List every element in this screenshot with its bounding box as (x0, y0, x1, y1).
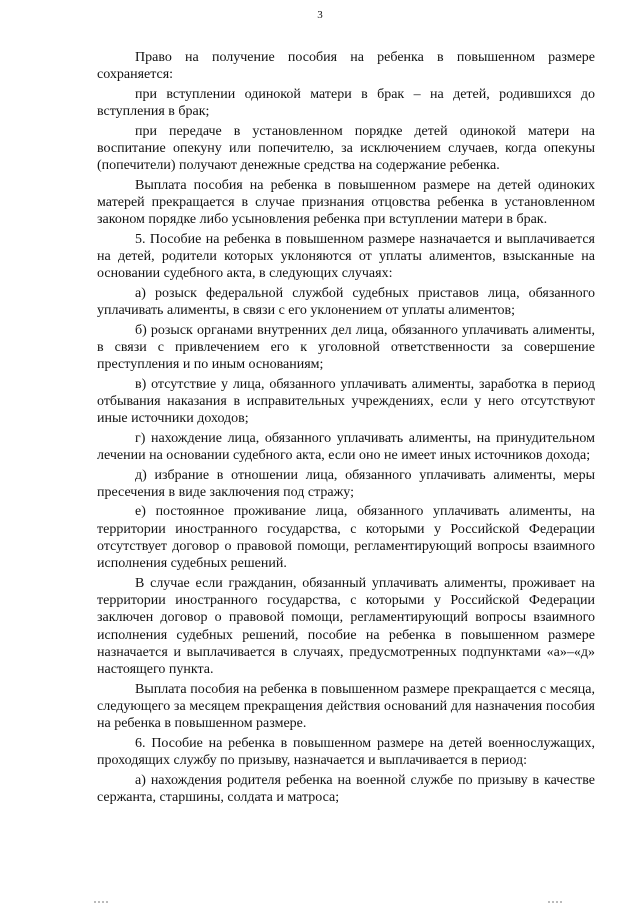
paragraph: в) отсутствие у лица, обязанного уплачивать алименты, заработка в период отбывания наказания в исправительных учреждениях, если у него отсутствуют иные источники доходов; (97, 376, 595, 427)
paragraph: Право на получение пособия на ребенка в повышенном размере сохраняется: (97, 50, 595, 83)
paragraph: е) постоянное проживание лица, обязанного уплачивать алименты, на территории иностранного государства, с которыми у Российской Федерации отсутствует договор о правовой помощи, регламентирующий вопросы взаимного исполнения судебных решений. (97, 504, 595, 572)
scan-artifact-mark (94, 901, 108, 903)
paragraph: г) нахождение лица, обязанного уплачивать алименты, на принудительном лечении на основании судебного акта, если оно не имеет иных источников дохода; (97, 430, 595, 464)
paragraph: б) розыск органами внутренних дел лица, обязанного уплачивать алименты, в связи с привлечением его к уголовной ответственности за совершение преступления и по иным основаниям; (97, 322, 595, 373)
paragraph: В случае если гражданин, обязанный уплачивать алименты, проживает на территории иностранного государства, с которыми у Российской Федерации заключен договор о правовой помощи, регламентирующий вопросы взаимного исполнения судебных решений, пособие на ребенка в повышенном размере назначается и выплачивается в случаях, предусмотренных подпунктами «а»–«д» настоящего пункта. (97, 575, 595, 678)
paragraph: д) избрание в отношении лица, обязанного уплачивать алименты, меры пресечения в виде заключения под стражу; (97, 467, 595, 500)
scan-artifact-mark (548, 901, 562, 903)
paragraph: при передаче в установленном порядке детей одинокой матери на воспитание опекуну или попечителю, за исключением случаев, когда опекуны (попечители) получают денежные средства на содержание ребенка. (97, 123, 595, 174)
page-number: 3 (317, 9, 323, 21)
paragraph: Выплата пособия на ребенка в повышенном размере прекращается с месяца, следующего за месяцем прекращения действия оснований для назначения пособия на ребенка в повышенном размере. (97, 681, 595, 732)
document-body (97, 49, 595, 808)
paragraph: Выплата пособия на ребенка в повышенном размере на детей одиноких матерей прекращается в случае признания отцовства ребенка в установленном законом порядке либо усыновления ребенка при вступлении матери в брак. (97, 177, 595, 228)
paragraph: 5. Пособие на ребенка в повышенном размере назначается и выплачивается на детей, родители которых уклоняются от уплаты алиментов, взысканные на основании судебного акта, в следующих случаях: (97, 231, 595, 282)
paragraph: при вступлении одинокой матери в брак – на детей, родившихся до вступления в брак; (97, 86, 595, 120)
paragraph: а) нахождения родителя ребенка на военной службе по призыву в качестве сержанта, старшины, солдата и матроса; (97, 772, 595, 805)
paragraph: 6. Пособие на ребенка в повышенном размере на детей военнослужащих, проходящих службу по призыву, назначается и выплачивается в период: (97, 735, 595, 769)
paragraph: а) розыск федеральной службой судебных приставов лица, обязанного уплачивать алименты, в связи с его уклонением от уплаты алиментов; (97, 285, 595, 319)
